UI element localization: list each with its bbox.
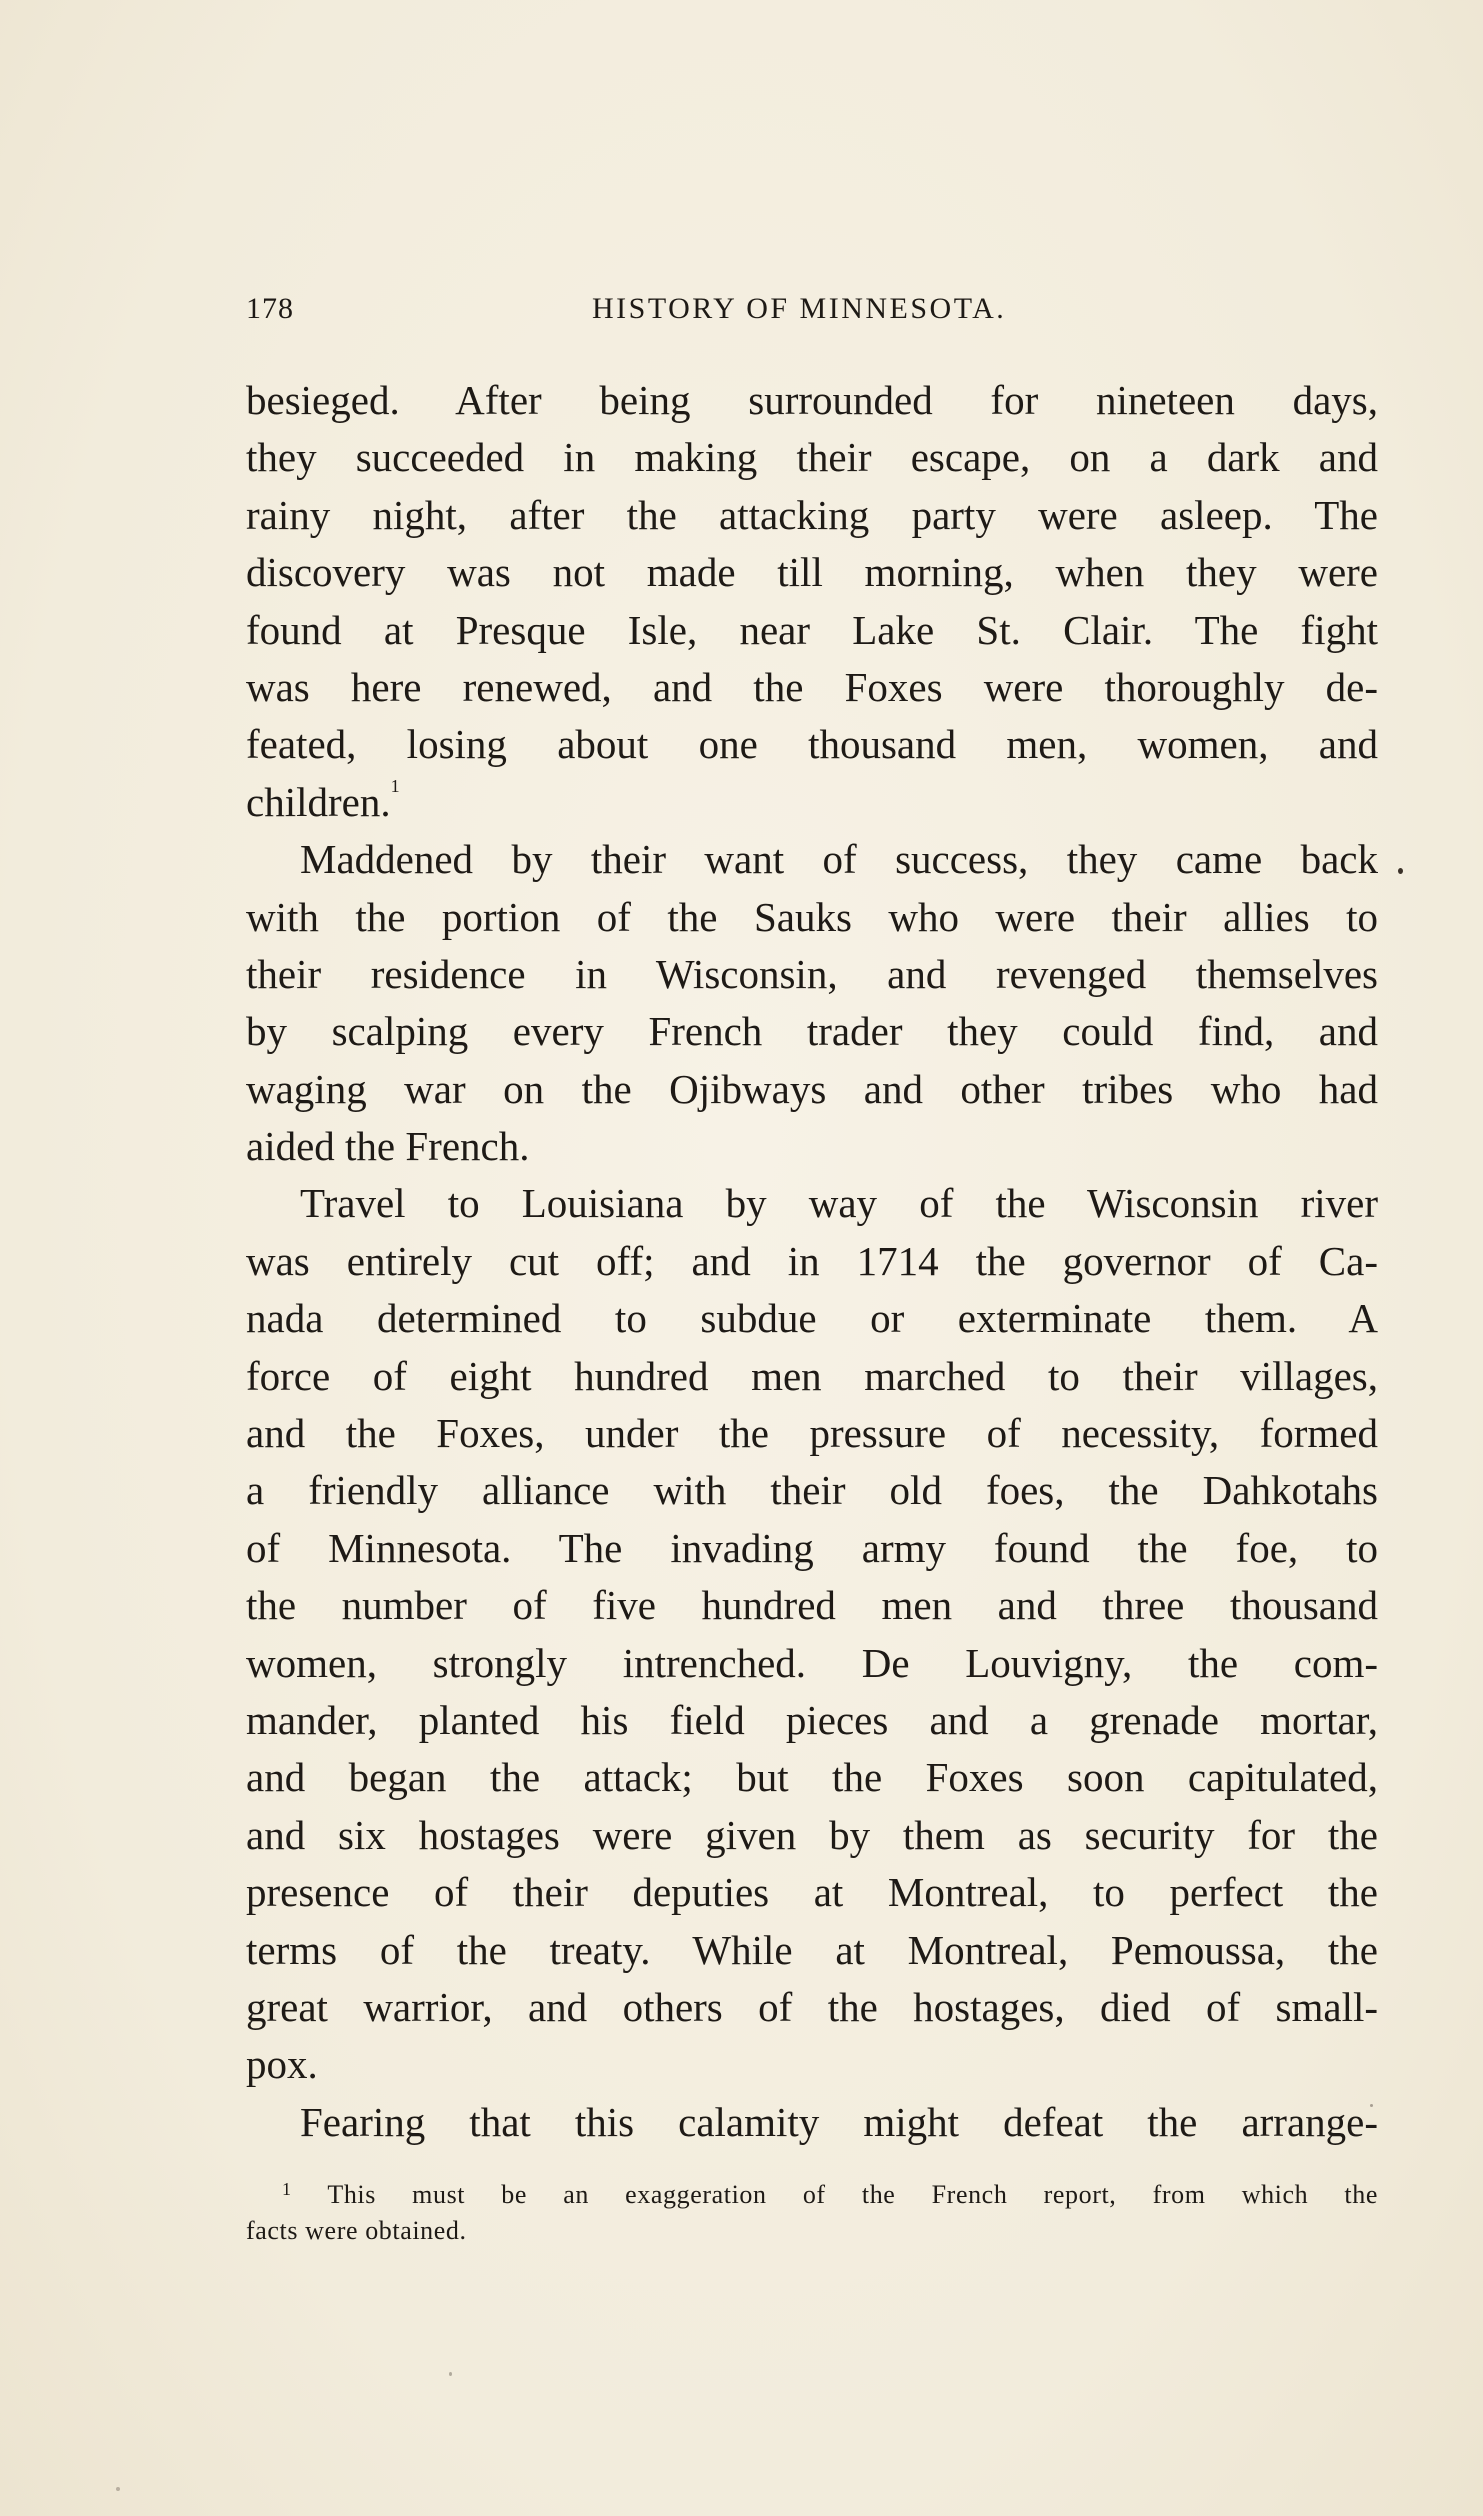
running-head [246, 292, 1386, 332]
text-line: and six hostages were given by them as security for the [246, 1811, 1378, 1858]
text-line: great warrior, and others of the hostages, died of small- [246, 1983, 1378, 2030]
text-line: they succeeded in making their escape, on a dark and [246, 434, 1378, 481]
footnote-line: facts were obtained. [246, 2216, 467, 2245]
text-line: rainy night, after the attacking party were asleep. The [246, 491, 1378, 538]
text-line: by scalping every French trader they could find, and [246, 1008, 1378, 1055]
text-line: with the portion of the Sauks who were their allies to [246, 893, 1378, 940]
text-line: a friendly alliance with their old foes, the Dahkotahs [246, 1467, 1378, 1514]
body-text [246, 372, 1378, 2151]
text-line: aided the French. [246, 1123, 530, 1170]
text-line: and the Foxes, under the pressure of necessity, formed [246, 1410, 1378, 1457]
text-line: the number of five hundred men and three thousand [246, 1582, 1378, 1629]
text-line: nada determined to subdue or exterminate them. A [246, 1295, 1378, 1342]
paper-speck [449, 2372, 452, 2376]
text-line: Fearing that this calamity might defeat the arrange- [300, 2098, 1378, 2145]
text-line: pox. [246, 2041, 318, 2088]
text-line: was entirely cut off; and in 1714 the governor of Ca- [246, 1237, 1378, 1284]
footnote [246, 2177, 1378, 2249]
text-line: was here renewed, and the Foxes were thoroughly de- [246, 663, 1378, 710]
text-line: their residence in Wisconsin, and revenged themselves [246, 950, 1378, 997]
text-line-content: children. [246, 778, 391, 825]
paper-speck [116, 2487, 120, 2491]
footnote-marker: 1 [282, 2179, 292, 2199]
footnote-line [246, 2177, 1378, 2213]
paper-speck [1370, 2104, 1373, 2107]
footnote-reference: 1 [390, 775, 400, 796]
text-line [246, 774, 1378, 831]
text-line: feated, losing about one thousand men, women, and [246, 721, 1378, 768]
text-line: presence of their deputies at Montreal, to perfect the [246, 1869, 1378, 1916]
text-line: discovery was not made till morning, when they were [246, 549, 1378, 596]
text-line: mander, planted his field pieces and a grenade mortar, [246, 1696, 1378, 1743]
paper-speck [1398, 868, 1403, 874]
footnote-text: This must be an exaggeration of the French report, from which the [327, 2180, 1378, 2209]
text-line: women, strongly intrenched. De Louvigny, the com- [246, 1639, 1378, 1686]
text-line: besieged. After being surrounded for nineteen days, [246, 377, 1378, 423]
running-title: HISTORY OF MINNESOTA. [592, 292, 1007, 325]
text-line: terms of the treaty. While at Montreal, Pemoussa, the [246, 1926, 1378, 1973]
text-line: force of eight hundred men marched to their villages, [246, 1352, 1378, 1399]
text-line: Travel to Louisiana by way of the Wisconsin river [300, 1180, 1378, 1227]
text-line: and began the attack; but the Foxes soon capitulated, [246, 1754, 1378, 1801]
text-line: found at Presque Isle, near Lake St. Clair. The fight [246, 606, 1378, 653]
text-line: Maddened by their want of success, they came back [300, 836, 1378, 883]
page-number: 178 [246, 292, 294, 325]
text-line: of Minnesota. The invading army found the foe, to [246, 1524, 1378, 1571]
text-line: waging war on the Ojibways and other tribes who had [246, 1065, 1378, 1112]
